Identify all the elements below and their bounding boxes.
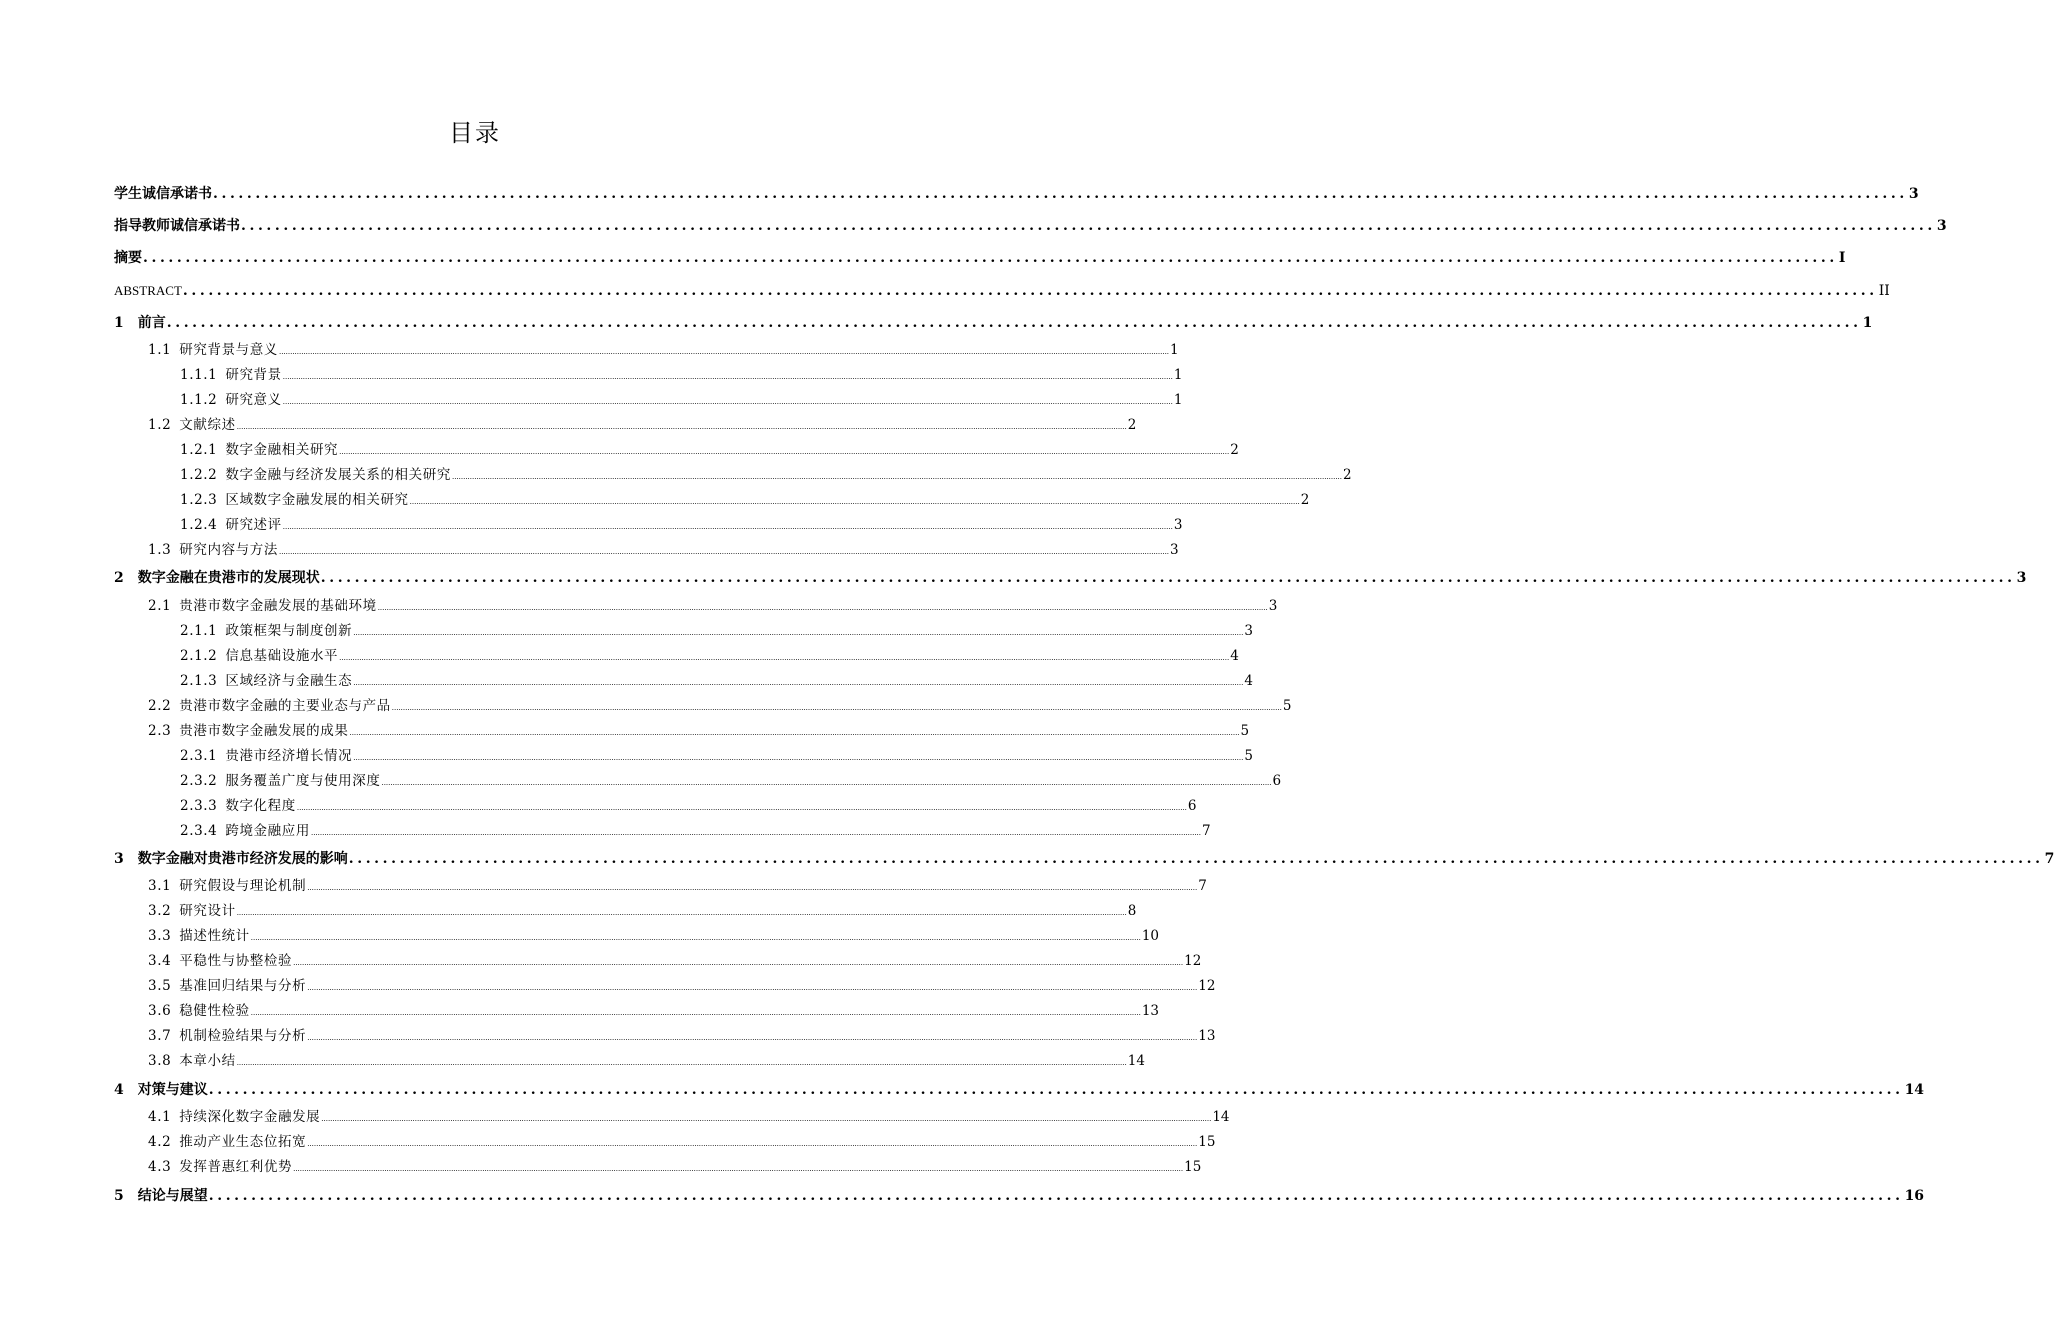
toc-entry-label	[114, 313, 166, 333]
toc-leader-dots: ................................................................................................................................................................................................................................................................................................................................................................................................................	[451, 473, 1343, 481]
toc-page-number: 1	[1173, 392, 1183, 408]
toc-entry-number: 2	[114, 570, 124, 586]
toc-entry-label	[148, 876, 306, 896]
toc-entry[interactable]	[148, 926, 1160, 946]
toc-page-number: 2	[1127, 417, 1137, 433]
toc-entry-text: ABSTRACT	[114, 283, 182, 298]
toc-page-number: 3	[1936, 218, 1947, 234]
toc-entry-text: 描述性统计	[179, 928, 250, 944]
toc-entry[interactable]	[148, 876, 1207, 896]
toc-entry-text: 跨境金融应用	[225, 823, 310, 839]
toc-entry-text: 指导教师诚信承诺书	[114, 218, 240, 234]
toc-page-number: 6	[1272, 773, 1282, 789]
toc-page-number: 15	[1184, 1159, 1202, 1175]
toc-entry-text: 发挥普惠红利优势	[179, 1159, 293, 1175]
toc-entry-text: 贵港市数字金融发展的基础环境	[179, 598, 377, 614]
toc-entry-label	[148, 926, 250, 946]
toc-entry-text: 数字金融在贵港市的发展现状	[137, 570, 320, 586]
toc-page-number: 4	[1230, 648, 1239, 664]
toc-entry-label	[148, 1051, 236, 1071]
toc-entry-number: 2.3.1	[180, 748, 218, 764]
toc-entry[interactable]	[148, 951, 1202, 971]
toc-entry[interactable]	[180, 621, 1253, 641]
toc-entry-label	[148, 596, 377, 616]
toc-entry[interactable]	[180, 646, 1239, 666]
toc-leader-dots: ................................................................................................................................................................................................................................................................................................................................................................................................................	[236, 909, 1127, 917]
toc-entry[interactable]	[114, 313, 1873, 333]
toc-entry-text: 文献综述	[179, 417, 236, 433]
toc-entry[interactable]	[114, 1080, 1925, 1100]
toc-leader-dots: ................................................................................................................................................................................................................................................................................................................................................................................................................	[307, 1034, 1198, 1042]
toc-entry[interactable]	[148, 901, 1137, 921]
toc-entry[interactable]	[180, 821, 1211, 841]
toc-entry-label	[148, 340, 278, 360]
toc-leader-dots: ........................................................................................................................................................................................................	[241, 218, 1936, 234]
toc-leader-dots: ................................................................................................................................................................................................................................................................................................................................................................................................................	[250, 934, 1141, 942]
toc-leader-dots: ........................................................................................................................................................................................................	[166, 315, 1862, 331]
toc-entry-number: 3.2	[148, 903, 172, 919]
toc-entry-text: 研究内容与方法	[179, 542, 278, 558]
toc-entry-label	[114, 184, 212, 204]
toc-entry-text: 研究述评	[225, 517, 282, 533]
toc-page-number: 3	[1173, 517, 1183, 533]
toc-entry-number: 1.1.2	[180, 392, 218, 408]
toc-entry[interactable]	[148, 1026, 1216, 1046]
toc-entry-number: 5	[114, 1188, 124, 1204]
toc-entry-number: 1.3	[148, 542, 172, 558]
toc-page-number: 5	[1240, 723, 1250, 739]
toc-entry-number: 3.6	[148, 1003, 172, 1019]
toc-page-number: 2	[1343, 467, 1352, 483]
toc-entry-label	[148, 976, 306, 996]
toc-leader-dots: ........................................................................................................................................................................................................	[208, 1188, 1904, 1204]
toc-entry-label	[114, 1186, 208, 1206]
toc-page-number: 5	[1244, 748, 1253, 764]
toc-entry[interactable]	[148, 540, 1179, 560]
toc-entry-label	[180, 796, 296, 816]
toc-entry[interactable]	[180, 671, 1253, 691]
toc-entry[interactable]	[180, 515, 1183, 535]
toc-leader-dots: ................................................................................................................................................................................................................................................................................................................................................................................................................	[353, 754, 1244, 762]
toc-page-number: 3	[2016, 570, 2027, 586]
toc-entry-text: 贵港市经济增长情况	[225, 748, 353, 764]
toc-entry[interactable]	[148, 1001, 1160, 1021]
toc-leader-dots: ................................................................................................................................................................................................................................................................................................................................................................................................................	[307, 1140, 1198, 1148]
toc-entry-text: 本章小结	[179, 1053, 236, 1069]
toc-entry[interactable]	[114, 248, 1846, 268]
toc-entry-number: 1	[114, 315, 124, 331]
toc-entry[interactable]	[114, 849, 2054, 869]
toc-entry-number: 2.3.3	[180, 798, 218, 814]
toc-title: 目录	[449, 119, 501, 147]
toc-entry-number: 3.1	[148, 878, 172, 894]
toc-leader-dots: ................................................................................................................................................................................................................................................................................................................................................................................................................	[349, 729, 1240, 737]
toc-entry-text: 研究背景与意义	[179, 342, 278, 358]
toc-entry-number: 1.2.3	[180, 492, 218, 508]
toc-entry-number: 4.3	[148, 1159, 172, 1175]
toc-entry-label	[180, 490, 409, 510]
toc-page-number: 13	[1141, 1003, 1160, 1019]
toc-entry-label	[148, 1132, 306, 1152]
toc-entry[interactable]	[180, 465, 1352, 485]
toc-entry-number: 1.2.4	[180, 517, 218, 533]
toc-entry-number: 1.1	[148, 342, 172, 358]
toc-entry-label	[114, 1080, 208, 1100]
toc-page-number: 6	[1187, 798, 1197, 814]
toc-page-number: 4	[1244, 673, 1253, 689]
toc-page-number: 5	[1282, 698, 1292, 714]
toc-leader-dots: ................................................................................................................................................................................................................................................................................................................................................................................................................	[307, 884, 1198, 892]
toc-entry-text: 数字化程度	[225, 798, 296, 814]
toc-leader-dots: ................................................................................................................................................................................................................................................................................................................................................................................................................	[353, 629, 1244, 637]
toc-entry-number: 1.2	[148, 417, 172, 433]
toc-entry[interactable]	[148, 340, 1179, 360]
toc-page-number: 2	[1230, 442, 1239, 458]
toc-entry[interactable]	[148, 1132, 1216, 1152]
toc-entry[interactable]	[180, 440, 1239, 460]
toc-entry-text: 学生诚信承诺书	[114, 186, 212, 202]
toc-leader-dots: ................................................................................................................................................................................................................................................................................................................................................................................................................	[310, 829, 1202, 837]
toc-entry[interactable]	[180, 796, 1197, 816]
toc-entry-text: 数字金融与经济发展关系的相关研究	[225, 467, 451, 483]
toc-entry[interactable]	[148, 976, 1216, 996]
toc-entry-text: 研究背景	[225, 367, 282, 383]
toc-entry-text: 前言	[137, 315, 166, 331]
toc-entry-label	[114, 849, 348, 869]
toc-leader-dots: ................................................................................................................................................................................................................................................................................................................................................................................................................	[250, 1009, 1141, 1017]
toc-leader-dots: ................................................................................................................................................................................................................................................................................................................................................................................................................	[282, 373, 1173, 381]
toc-entry-number: 2.1.1	[180, 623, 218, 639]
toc-entry[interactable]	[180, 365, 1183, 385]
toc-entry-number: 2.3.2	[180, 773, 218, 789]
toc-entry-text: 信息基础设施水平	[225, 648, 339, 664]
toc-page-number: 12	[1198, 978, 1216, 994]
toc-leader-dots: ................................................................................................................................................................................................................................................................................................................................................................................................................	[236, 1059, 1127, 1067]
toc-entry-label	[114, 248, 142, 268]
toc-entry-number: 2.3.4	[180, 823, 218, 839]
toc-entry-label	[148, 1107, 320, 1127]
toc-entry[interactable]	[148, 696, 1292, 716]
toc-entry-text: 持续深化数字金融发展	[179, 1109, 321, 1125]
toc-leader-dots: ........................................................................................................................................................................................................	[348, 851, 2044, 867]
toc-entry-text: 政策框架与制度创新	[225, 623, 353, 639]
toc-page-number: 10	[1141, 928, 1160, 944]
toc-entry-label	[180, 646, 338, 666]
toc-entry[interactable]	[114, 281, 1890, 301]
toc-entry-label	[180, 465, 451, 485]
toc-entry-number: 3.3	[148, 928, 172, 944]
toc-entry-label	[148, 696, 391, 716]
toc-entry-label	[180, 440, 338, 460]
toc-entry[interactable]	[180, 746, 1253, 766]
toc-entry[interactable]	[148, 415, 1137, 435]
toc-entry-number: 3.5	[148, 978, 172, 994]
toc-leader-dots: ........................................................................................................................................................................................................	[208, 1082, 1904, 1098]
toc-entry-label	[180, 671, 352, 691]
toc-leader-dots: ................................................................................................................................................................................................................................................................................................................................................................................................................	[307, 984, 1198, 992]
toc-leader-dots: ................................................................................................................................................................................................................................................................................................................................................................................................................	[296, 804, 1187, 812]
toc-leader-dots: ................................................................................................................................................................................................................................................................................................................................................................................................................	[278, 548, 1170, 556]
toc-page-number: 15	[1198, 1134, 1216, 1150]
toc-entry-label	[114, 281, 182, 301]
toc-entry-number: 2.1.2	[180, 648, 218, 664]
toc-entry-text: 贵港市数字金融的主要业态与产品	[179, 698, 391, 714]
toc-leader-dots: ................................................................................................................................................................................................................................................................................................................................................................................................................	[293, 959, 1184, 967]
toc-entry-label	[148, 721, 348, 741]
toc-entry[interactable]	[114, 1186, 1925, 1206]
toc-page-number: 14	[1212, 1109, 1230, 1125]
toc-entry-number: 4.2	[148, 1134, 172, 1150]
toc-page-number: 12	[1184, 953, 1202, 969]
toc-entry-number: 2.3	[148, 723, 172, 739]
toc-leader-dots: ........................................................................................................................................................................................................	[182, 283, 1878, 299]
toc-entry-label	[114, 568, 320, 588]
toc-entry-label	[148, 901, 236, 921]
toc-entry[interactable]	[114, 184, 1919, 204]
toc-entry[interactable]	[148, 721, 1250, 741]
toc-entry[interactable]	[148, 1107, 1230, 1127]
toc-entry-text: 研究设计	[179, 903, 236, 919]
toc-entry[interactable]	[180, 490, 1310, 510]
toc-entry-number: 2.1	[148, 598, 172, 614]
toc-page-number: 7	[1198, 878, 1207, 894]
toc-page-number: 14	[1127, 1053, 1145, 1069]
toc-entry-text: 区域经济与金融生态	[225, 673, 353, 689]
toc-entry[interactable]	[148, 1051, 1145, 1071]
toc-page-number: 7	[1202, 823, 1211, 839]
toc-leader-dots: ................................................................................................................................................................................................................................................................................................................................................................................................................	[278, 348, 1170, 356]
toc-entry-text: 研究假设与理论机制	[179, 878, 307, 894]
toc-entry-number: 1.2.2	[180, 467, 218, 483]
toc-entry-label	[114, 216, 240, 236]
toc-entry-text: 贵港市数字金融发展的成果	[179, 723, 349, 739]
toc-entry-text: 推动产业生态位拓宽	[179, 1134, 307, 1150]
toc-entry-label	[148, 1026, 306, 1046]
toc-entry-label	[148, 415, 236, 435]
toc-page-number: 2	[1300, 492, 1310, 508]
toc-entry-number: 3.4	[148, 953, 172, 969]
toc-entry-label	[148, 1157, 292, 1177]
toc-leader-dots: ........................................................................................................................................................................................................	[143, 250, 1838, 266]
toc-entry-number: 1.1.1	[180, 367, 218, 383]
toc-entry-label	[180, 390, 282, 410]
toc-page-number: 1	[1862, 315, 1873, 331]
toc-entry-text: 摘要	[114, 250, 142, 266]
toc-page-number: 1	[1170, 342, 1179, 358]
toc-page-number: 3	[1244, 623, 1253, 639]
toc-entry-label	[148, 540, 278, 560]
toc-entry-text: 平稳性与协整检验	[179, 953, 293, 969]
toc-entry-number: 4.1	[148, 1109, 172, 1125]
toc-page-number: 3	[1268, 598, 1278, 614]
toc-entry-label	[148, 951, 292, 971]
toc-entry[interactable]	[148, 1157, 1202, 1177]
toc-leader-dots: ................................................................................................................................................................................................................................................................................................................................................................................................................	[339, 448, 1230, 456]
toc-entry-text: 数字金融对贵港市经济发展的影响	[137, 851, 348, 867]
toc-entry[interactable]	[114, 568, 2027, 588]
toc-page-number: 14	[1904, 1082, 1925, 1098]
toc-leader-dots: ................................................................................................................................................................................................................................................................................................................................................................................................................	[321, 1115, 1212, 1123]
toc-page-number: II	[1878, 283, 1890, 299]
toc-page-number: I	[1838, 250, 1846, 266]
toc-entry-label	[180, 771, 380, 791]
toc-leader-dots: ................................................................................................................................................................................................................................................................................................................................................................................................................	[381, 779, 1272, 787]
toc-page-number: 3	[1170, 542, 1179, 558]
toc-leader-dots: ........................................................................................................................................................................................................	[320, 570, 2016, 586]
toc-leader-dots: ................................................................................................................................................................................................................................................................................................................................................................................................................	[391, 704, 1282, 712]
toc-leader-dots: ................................................................................................................................................................................................................................................................................................................................................................................................................	[409, 498, 1300, 506]
toc-leader-dots: ................................................................................................................................................................................................................................................................................................................................................................................................................	[282, 398, 1173, 406]
toc-page-number: 7	[2044, 851, 2054, 867]
toc-entry-number: 2.1.3	[180, 673, 218, 689]
toc-leader-dots: ........................................................................................................................................................................................................	[213, 186, 1908, 202]
toc-entry[interactable]	[114, 216, 1947, 236]
toc-entry-number: 4	[114, 1082, 124, 1098]
toc-entry-label	[180, 821, 310, 841]
toc-entry[interactable]	[180, 771, 1282, 791]
toc-page-number: 1	[1173, 367, 1183, 383]
toc-entry-number: 1.2.1	[180, 442, 218, 458]
toc-entry-text: 基准回归结果与分析	[179, 978, 307, 994]
toc-entry[interactable]	[180, 390, 1183, 410]
toc-leader-dots: ................................................................................................................................................................................................................................................................................................................................................................................................................	[353, 679, 1244, 687]
toc-page-number: 13	[1198, 1028, 1216, 1044]
toc-entry-text: 数字金融相关研究	[225, 442, 339, 458]
toc-entry-label	[180, 621, 352, 641]
toc-page-number: 16	[1904, 1188, 1925, 1204]
toc-entry-text: 机制检验结果与分析	[179, 1028, 307, 1044]
toc-entry[interactable]	[148, 596, 1278, 616]
toc-page-number: 8	[1127, 903, 1137, 919]
toc-entry-text: 研究意义	[225, 392, 282, 408]
toc-leader-dots: ................................................................................................................................................................................................................................................................................................................................................................................................................	[293, 1165, 1184, 1173]
toc-entry-text: 稳健性检验	[179, 1003, 250, 1019]
toc-leader-dots: ................................................................................................................................................................................................................................................................................................................................................................................................................	[236, 423, 1127, 431]
toc-page-number: 3	[1908, 186, 1919, 202]
toc-leader-dots: ................................................................................................................................................................................................................................................................................................................................................................................................................	[339, 654, 1230, 662]
toc-entry-label	[148, 1001, 250, 1021]
toc-entry-label	[180, 515, 282, 535]
toc-entry-label	[180, 365, 282, 385]
toc-entry-text: 服务覆盖广度与使用深度	[225, 773, 381, 789]
toc-entry-number: 2.2	[148, 698, 172, 714]
toc-entry-text: 区域数字金融发展的相关研究	[225, 492, 409, 508]
toc-leader-dots: ................................................................................................................................................................................................................................................................................................................................................................................................................	[377, 604, 1268, 612]
toc-entry-number: 3.7	[148, 1028, 172, 1044]
toc-entry-number: 3	[114, 851, 124, 867]
toc-leader-dots: ................................................................................................................................................................................................................................................................................................................................................................................................................	[282, 523, 1173, 531]
toc-entry-number: 3.8	[148, 1053, 172, 1069]
toc-entry-label	[180, 746, 352, 766]
toc-entry-text: 对策与建议	[137, 1082, 208, 1098]
toc-entry-text: 结论与展望	[137, 1188, 208, 1204]
